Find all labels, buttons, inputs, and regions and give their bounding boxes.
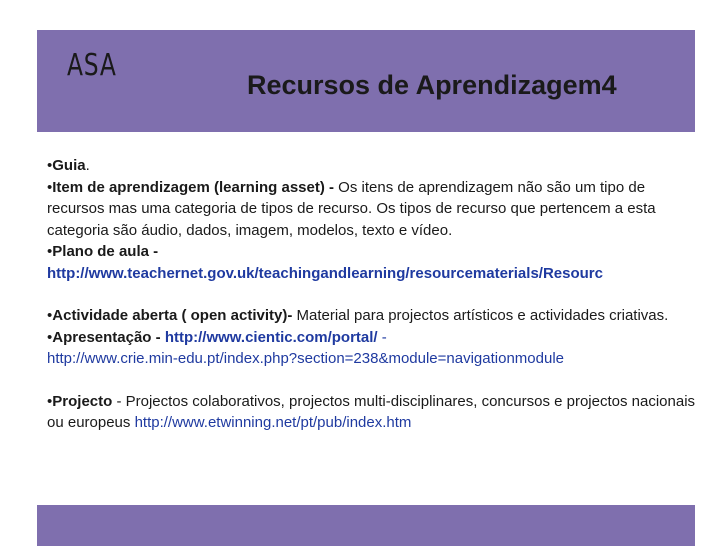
etwinning-link[interactable]: http://www.etwinning.net/pt/pub/index.htm — [134, 414, 412, 431]
period: . — [85, 157, 90, 174]
item-actividade-aberta — [47, 305, 697, 327]
header-band — [37, 30, 695, 132]
plano-link-line — [47, 263, 697, 285]
item-learning-asset — [47, 177, 697, 242]
item-plano-de-aula — [47, 241, 697, 263]
term-plano-de-aula: Plano de aula - — [52, 243, 159, 260]
cientic-link[interactable]: http://www.cientic.com/portal/ — [164, 328, 378, 346]
description-actividade-aberta: Material para projectos artísticos e actividades criativas. — [292, 307, 669, 324]
bullet: • — [47, 178, 53, 196]
slide-title: Recursos de Aprendizagem4 — [247, 70, 617, 100]
term-projecto: Projecto — [52, 392, 113, 410]
item-guia — [47, 155, 697, 177]
slide-content — [47, 155, 697, 434]
description-projecto: - Projectos colaborativos, projectos multi-disciplinares, concursos e projectos nacionais ou europeus — [47, 392, 696, 431]
crie-link-line — [47, 348, 697, 370]
link-separator: - — [377, 328, 387, 346]
bullet: • — [47, 157, 53, 174]
term-learning-asset: Item de aprendizagem (learning asset) - — [52, 178, 335, 196]
crie-link[interactable]: http://www.crie.min-edu.pt/index.php?section=238&module=navigationmodule — [47, 350, 564, 367]
bullet: • — [47, 392, 53, 410]
term-actividade-aberta: Actividade aberta ( open activity)- — [52, 307, 293, 324]
bullet: • — [47, 307, 53, 324]
item-projecto — [47, 391, 697, 434]
bullet: • — [47, 243, 53, 260]
term-apresentacao: Apresentação - — [52, 328, 161, 346]
description-learning-asset: Os itens de aprendizagem não são um tipo de recursos mas uma categoria de tipos de recurso. Os tipos de recurso que pertencem a esta categoria são áudio, dados, imagem, modelos, texto e vídeo. — [47, 178, 656, 239]
term-guia: Guia — [52, 157, 86, 174]
footer-band — [37, 505, 695, 546]
teachernet-link[interactable]: http://www.teachernet.gov.uk/teachingandlearning/resourcematerials/Resourc — [47, 264, 603, 282]
item-apresentacao — [47, 327, 697, 349]
asa-logo: ASA — [67, 48, 117, 83]
bullet: • — [47, 328, 53, 346]
